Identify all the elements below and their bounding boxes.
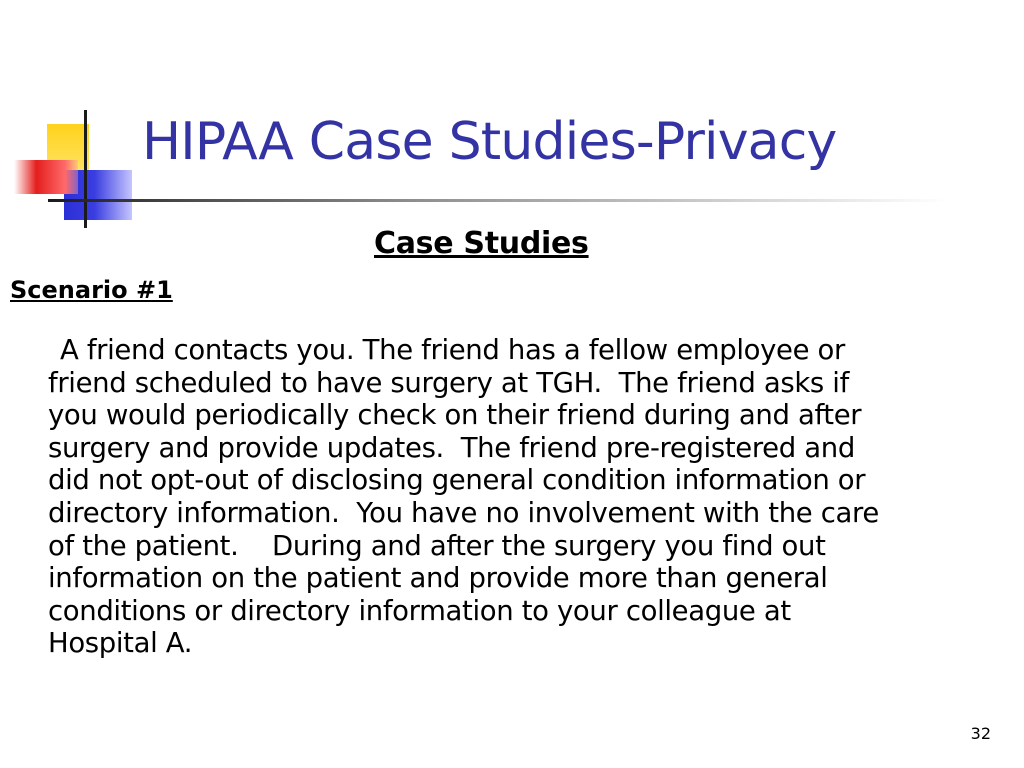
section-heading: Case Studies (374, 226, 589, 261)
body-line: A friend contacts you. The friend has a fellow employee or (60, 334, 845, 366)
body-line: did not opt-out of disclosing general condition information or (48, 464, 866, 497)
logo-vertical-line (84, 110, 87, 228)
scenario-body-text (48, 334, 1018, 660)
body-line: Hospital A. (48, 627, 193, 660)
scenario-label: Scenario #1 (10, 276, 173, 304)
page-number: 32 (970, 724, 991, 743)
body-line: conditions or directory information to your colleague at (48, 594, 791, 627)
body-line: directory information. You have no involvement with the care (48, 496, 879, 529)
body-line: friend scheduled to have surgery at TGH. The friend asks if (48, 366, 849, 399)
slide-title: HIPAA Case Studies-Privacy (142, 112, 837, 172)
logo-red-square (14, 160, 78, 194)
body-line: you would periodically check on their friend during and after (48, 399, 862, 432)
body-line: information on the patient and provide more than general (48, 562, 828, 595)
title-underline-divider (48, 199, 948, 202)
slide-logo-graphic (0, 0, 150, 240)
body-line: surgery and provide updates. The friend pre-registered and (48, 431, 855, 464)
body-line: of the patient. During and after the surgery you find out (48, 529, 826, 562)
